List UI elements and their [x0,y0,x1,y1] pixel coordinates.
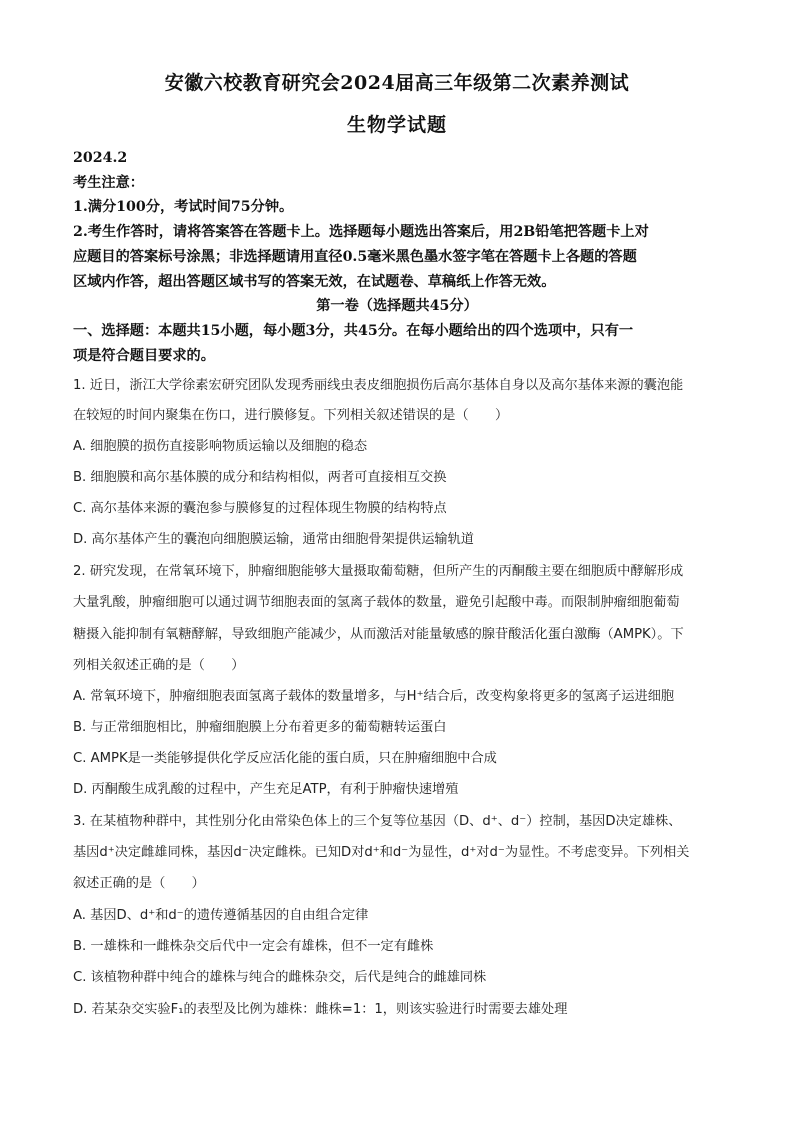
question-1-option-c: C. 高尔基体来源的囊泡参与膜修复的过程体现生物膜的结构特点 [73,501,447,516]
question-2-stem: 大量乳酸，肿瘤细胞可以通过调节细胞表面的氢离子载体的数量，避免引起酸中毒。而限制肿瘤细胞葡萄 [73,595,680,610]
exam-title: 安徽六校教育研究会2024届高三年级第二次素养测试 [164,72,630,94]
question-3-option-d: D. 若某杂交实验F₁的表型及比例为雄株：雌株=1：1，则该实验进行时需要去雄处理 [73,1002,568,1017]
exam-date: 2024.2 [73,150,128,166]
question-1-option-a: A. 细胞膜的损伤直接影响物质运输以及细胞的稳态 [73,439,368,454]
question-2-option-c: C. AMPK是一类能够提供化学反应活化能的蛋白质，只在肿瘤细胞中合成 [73,751,497,766]
question-1-option-b: B. 细胞膜和高尔基体膜的成分和结构相似，两者可直接相互交换 [73,470,447,485]
question-1-stem: 在较短的时间内聚集在伤口，进行膜修复。下列相关叙述错误的是（ ） [73,408,509,423]
question-2-option-b: B. 与正常细胞相比，肿瘤细胞膜上分布着更多的葡萄糖转运蛋白 [73,720,447,735]
question-3-stem: 3. 在某植物种群中，其性别分化由常染色体上的三个复等位基因（D、d⁺、d⁻）控制，基因D决定雄株、 [73,814,682,829]
question-3-option-c: C. 该植物种群中纯合的雄株与纯合的雌株杂交，后代是纯合的雌雄同株 [73,970,487,985]
section-title: 第一卷（选择题共45分） [316,298,478,314]
section-instructions-line: 一、选择题：本题共15小题，每小题3分，共45分。在每小题给出的四个选项中，只有一 [73,323,634,339]
section-instructions-line: 项是符合题目要求的。 [73,348,215,364]
exam-subtitle: 生物学试题 [346,114,447,136]
notice-item-2-line: 2.考生作答时，请将答案答在答题卡上。选择题每小题选出答案后，用2B铅笔把答题卡上对 [73,224,649,240]
question-3-stem: 叙述正确的是（ ） [73,876,205,891]
question-3-stem: 基因d⁺决定雌雄同株，基因d⁻决定雌株。已知D对d⁺和d⁻为显性，d⁺对d⁻为显性。不考虑变异。下列相关 [73,845,690,860]
notice-heading: 考生注意： [73,175,144,191]
question-3-option-a: A. 基因D、d⁺和d⁻的遗传遵循基因的自由组合定律 [73,908,369,923]
question-2-stem: 2. 研究发现，在常氧环境下，肿瘤细胞能够大量摄取葡萄糖，但所产生的丙酮酸主要在细胞质中酵解形成 [73,564,684,579]
question-3-option-b: B. 一雄株和一雌株杂交后代中一定会有雄株，但不一定有雌株 [73,939,434,954]
question-2-option-a: A. 常氧环境下，肿瘤细胞表面氢离子载体的数量增多，与H⁺结合后，改变构象将更多的氢离子运进细胞 [73,689,675,704]
notice-item-1: 1.满分100分，考试时间75分钟。 [73,199,294,215]
notice-item-2-line: 区域内作答，超出答题区域书写的答案无效，在试题卷、草稿纸上作答无效。 [73,274,556,290]
question-1-option-d: D. 高尔基体产生的囊泡向细胞膜运输，通常由细胞骨架提供运输轨道 [73,532,474,547]
question-2-stem: 糖摄入能抑制有氧糖酵解，导致细胞产能减少，从而激活对能量敏感的腺苷酸活化蛋白激酶（AMPK）。下 [73,627,684,642]
question-1-stem: 1. 近日，浙江大学徐素宏研究团队发现秀丽线虫表皮细胞损伤后高尔基体自身以及高尔基体来源的囊泡能 [73,378,684,393]
notice-item-2-line: 应题目的答案标号涂黑；非选择题请用直径0.5毫米黑色墨水签字笔在答题卡上各题的答题 [73,249,637,265]
question-2-stem: 列相关叙述正确的是（ ） [73,658,245,673]
question-2-option-d: D. 丙酮酸生成乳酸的过程中，产生充足ATP，有利于肿瘤快速增殖 [73,782,459,797]
